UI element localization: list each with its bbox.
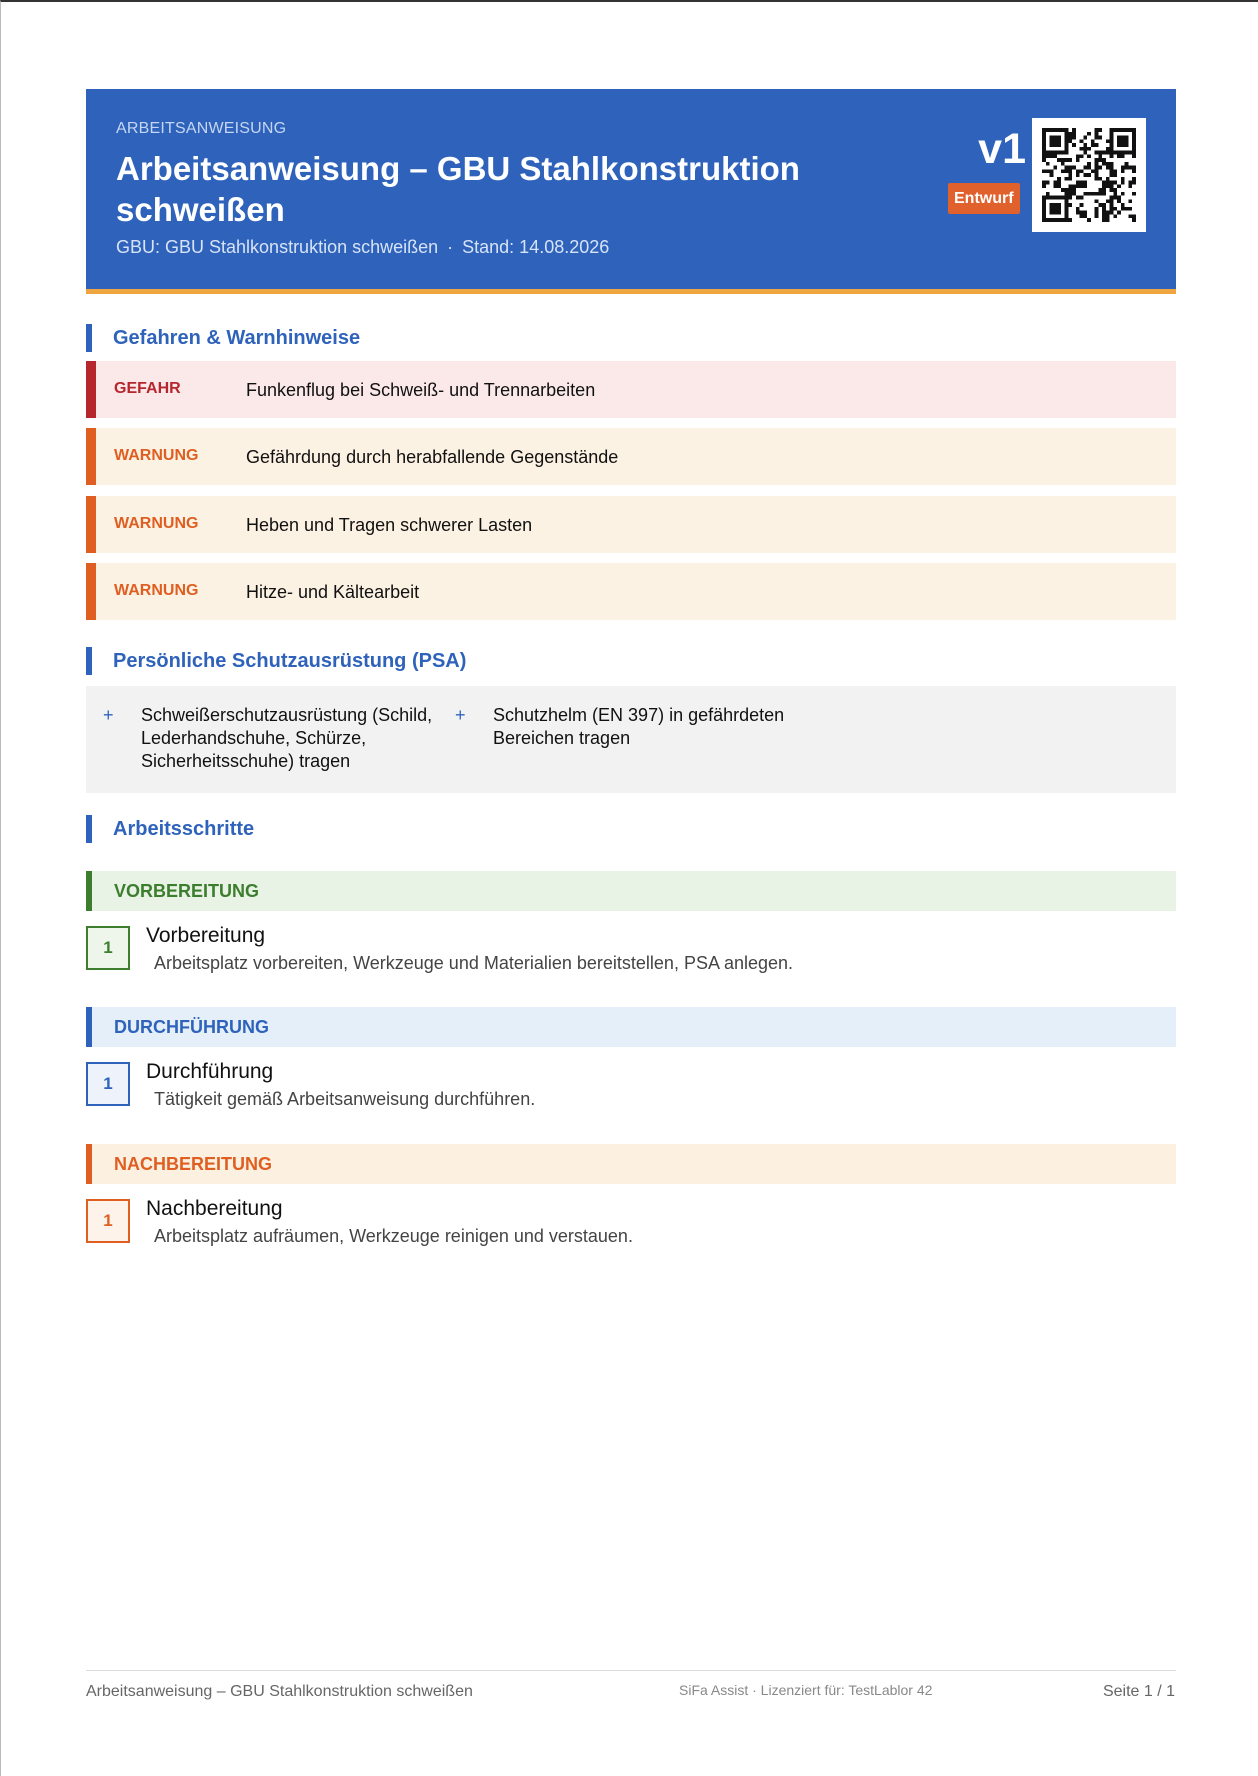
document-header [86, 89, 1176, 294]
step-description: Arbeitsplatz aufräumen, Werkzeuge reinigen und verstauen. [154, 1226, 633, 1246]
document-title: Arbeitsanweisung – GBU Stahlkonstruktion schweißen [116, 150, 800, 228]
work-step [86, 1060, 1176, 1130]
psa-item-line: Lederhandschuhe, Schürze, [141, 728, 367, 748]
phase-header-durchfuehrung: DURCHFÜHRUNG [86, 1007, 1176, 1047]
step-number: 1 [86, 1062, 130, 1106]
step-title: Vorbereitung [146, 924, 266, 947]
hazard-level: WARNUNG [114, 582, 199, 599]
hazard-text: Gefährdung durch herabfallende Gegenstände [246, 447, 619, 467]
qr-code-icon [1032, 118, 1146, 232]
hazard-level: WARNUNG [114, 515, 199, 532]
work-step [86, 1197, 1176, 1267]
hazard-row [86, 361, 1176, 418]
step-number: 1 [86, 1199, 130, 1243]
hazard-text: Funkenflug bei Schweiß- und Trennarbeiten [246, 380, 596, 400]
hazard-row [86, 428, 1176, 485]
footer-license: SiFa Assist · Lizenziert für: TestLablor 42 [679, 1682, 933, 1698]
document-meta [116, 237, 609, 258]
hazard-level: WARNUNG [114, 447, 199, 464]
psa-item-line: Sicherheitsschuhe) tragen [141, 751, 351, 771]
version-label: v1 [978, 125, 1026, 173]
step-description: Arbeitsplatz vorbereiten, Werkzeuge und Materialien bereitstellen, PSA anlegen. [154, 953, 794, 973]
step-title: Nachbereitung [146, 1197, 283, 1220]
hazard-text: Hitze- und Kältearbeit [246, 582, 420, 602]
psa-item-line: Schweißerschutzausrüstung (Schild, [141, 705, 433, 725]
step-number: 1 [86, 926, 130, 970]
hazard-row [86, 496, 1176, 553]
stand-date: Stand: 14.08.2026 [462, 237, 610, 257]
work-step [86, 924, 1176, 994]
hazard-row [86, 563, 1176, 620]
footer-page-number: Seite 1 / 1 [1102, 1683, 1175, 1700]
footer-document-name: Arbeitsanweisung – GBU Stahlkonstruktion schweißen [86, 1683, 473, 1700]
plus-icon: + [103, 705, 114, 725]
step-title: Durchführung [146, 1060, 274, 1083]
hazard-text: Heben und Tragen schwerer Lasten [246, 515, 533, 535]
section-title-steps: Arbeitsschritte [86, 815, 254, 843]
section-title-psa: Persönliche Schutzausrüstung (PSA) [86, 647, 466, 675]
phase-header-nachbereitung: NACHBEREITUNG [86, 1144, 1176, 1184]
meta-separator: · [447, 237, 454, 257]
phase-header-vorbereitung: VORBEREITUNG [86, 871, 1176, 911]
hazard-level: GEFAHR [114, 380, 181, 397]
status-badge: Entwurf [948, 183, 1020, 214]
psa-list [86, 686, 1176, 793]
plus-icon: + [455, 705, 466, 725]
document-type-label: ARBEITSANWEISUNG [116, 120, 287, 137]
gbu-reference: GBU: GBU Stahlkonstruktion schweißen [116, 237, 439, 257]
psa-item-line: Bereichen tragen [493, 728, 631, 748]
psa-item-line: Schutzhelm (EN 397) in gefährdeten [493, 705, 785, 725]
footer-divider [86, 1670, 1176, 1671]
step-description: Tätigkeit gemäß Arbeitsanweisung durchführen. [154, 1089, 536, 1109]
section-title-hazards: Gefahren & Warnhinweise [86, 324, 360, 352]
